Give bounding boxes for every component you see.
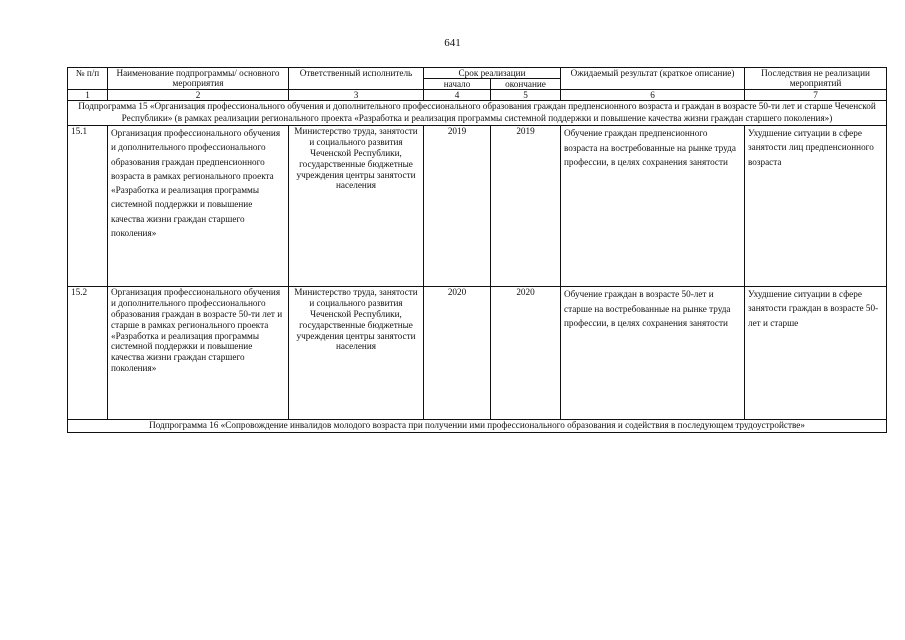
- subprogram-16-row: [68, 420, 887, 433]
- subprogram-15-title: Подпрограмма 15 «Организация профессионального обучения и дополнительного профессионального образования граждан предпенсионного возраста и граждан в возрасте 50-ти лет и старше Чеченской Республики» (в рамках реализации регионального проекта «Разработка и реализация программы системной поддержки и повышение качества жизни граждан старшего поколения»): [68, 101, 887, 126]
- row-name: Организация профессионального обучения и дополнительного профессионального образования граждан в возрасте 50-ти лет и старше в рамках регионального проекта «Разработка и реализация программы системной поддержки и повышение качества жизни граждан старшего поколения»: [108, 287, 289, 420]
- row-num: 15.2: [68, 287, 108, 420]
- row-result: Обучение граждан в возрасте 50-лет и старше на востребованные на рынке труда профессии, в целях сохранения занятости: [561, 287, 745, 420]
- row-num: 15.1: [68, 126, 108, 287]
- column-number: 2: [108, 90, 289, 101]
- header-consequences: Последствия не реализации мероприятий: [745, 68, 887, 90]
- row-executor: Министерство труда, занятости и социального развития Чеченской Республики, государственные бюджетные учреждения центры занятости населения: [289, 126, 424, 287]
- row-consequences: Ухудшение ситуации в сфере занятости лиц предпенсионного возраста: [745, 126, 887, 287]
- subprogram-15-row: [68, 101, 887, 126]
- page-number: 641: [444, 37, 461, 49]
- row-executor: Министерство труда, занятости и социального развития Чеченской Республики, государственные бюджетные учреждения центры занятости населения: [289, 287, 424, 420]
- column-number: 7: [745, 90, 887, 101]
- row-end: 2020: [491, 287, 561, 420]
- header-result: Ожидаемый результат (краткое описание): [561, 68, 745, 90]
- row-consequences: Ухудшение ситуации в сфере занятости граждан в возрасте 50-лет и старше: [745, 287, 887, 420]
- row-end: 2019: [491, 126, 561, 287]
- row-start: 2019: [424, 126, 491, 287]
- header-num: № п/п: [68, 68, 108, 90]
- column-number-row: [68, 90, 887, 101]
- header-name: Наименование подпрограммы/ основного мероприятия: [108, 68, 289, 90]
- header-start: начало: [424, 79, 491, 90]
- row-result: Обучение граждан предпенсионного возраста на востребованные на рынке труда профессии, в целях сохранения занятости: [561, 126, 745, 287]
- header-end: окончание: [491, 79, 561, 90]
- column-number: 1: [68, 90, 108, 101]
- column-number: 6: [561, 90, 745, 101]
- measures-table: [67, 67, 887, 433]
- header-period: Срок реализации: [424, 68, 561, 79]
- column-number: 4: [424, 90, 491, 101]
- column-number: 3: [289, 90, 424, 101]
- table-row: [68, 287, 887, 420]
- row-name: Организация профессионального обучения и дополнительного профессионального образования граждан предпенсионного возраста в рамках регионального проекта «Разработка и реализация программы системной поддержки и повышение качества жизни граждан старшего поколения»: [108, 126, 289, 287]
- header-executor: Ответственный исполнитель: [289, 68, 424, 90]
- subprogram-16-title: Подпрограмма 16 «Сопровождение инвалидов молодого возраста при получении ими профессионального образования и содействия в последующем трудоустройстве»: [68, 420, 887, 433]
- table-row: [68, 126, 887, 287]
- column-number: 5: [491, 90, 561, 101]
- row-start: 2020: [424, 287, 491, 420]
- header-row: [68, 68, 887, 79]
